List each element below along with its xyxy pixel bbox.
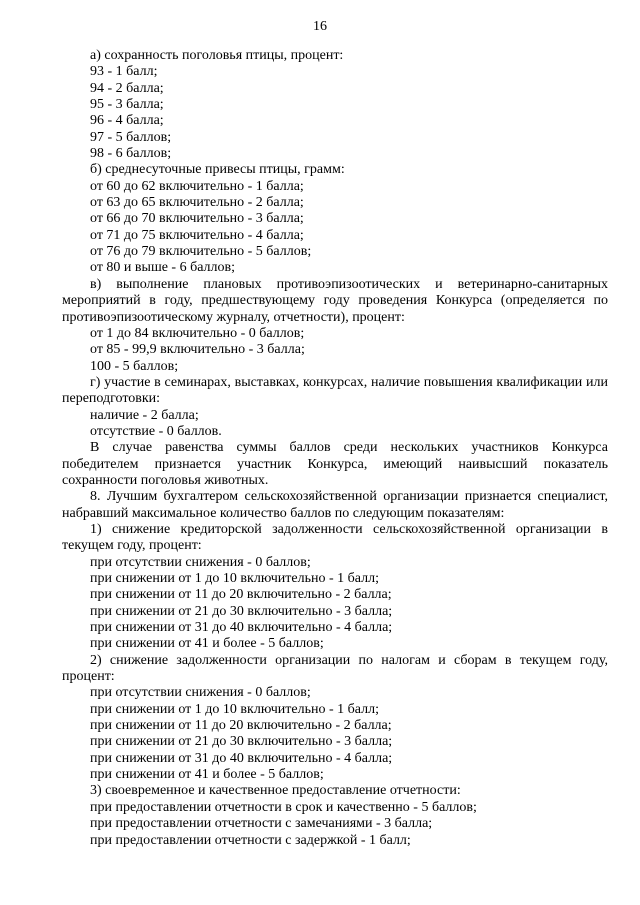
- text-line: В случае равенства суммы баллов среди нескольких участников Конкурса: [90, 440, 608, 456]
- text-line: при снижении от 21 до 30 включительно - 3 балла;: [90, 603, 393, 619]
- text-line: от 85 - 99,9 включительно - 3 балла;: [90, 342, 305, 358]
- text-line: в) выполнение плановых противоэпизоотических и ветеринарно-санитарных: [90, 276, 608, 292]
- text-line: при снижении от 11 до 20 включительно - 2 балла;: [90, 718, 392, 734]
- text-line: наличие - 2 балла;: [90, 407, 199, 423]
- text-line: а) сохранность поголовья птицы, процент:: [90, 48, 344, 63]
- text-line: от 60 до 62 включительно - 1 балла;: [90, 178, 304, 194]
- text-line: 97 - 5 баллов;: [90, 129, 172, 145]
- text-line: переподготовки:: [62, 391, 161, 407]
- text-line: 95 - 3 балла;: [90, 97, 164, 113]
- text-line: процент:: [62, 669, 115, 685]
- text-line: отсутствие - 0 баллов.: [90, 423, 222, 439]
- text-line: 94 - 2 балла;: [90, 80, 164, 96]
- text-line: при снижении от 1 до 10 включительно - 1 балл;: [90, 571, 379, 586]
- text-line: г) участие в семинарах, выставках, конкурсах, наличие повышения квалификации или: [90, 374, 608, 390]
- text-line: при предоставлении отчетности с замечаниями - 3 балла;: [90, 816, 433, 832]
- text-line: победителем признается участник Конкурса, имеющий наивысший показатель: [62, 456, 608, 472]
- text-line: б) среднесуточные привесы птицы, грамм:: [90, 162, 345, 178]
- text-line: при предоставлении отчетности с задержкой - 1 балл;: [90, 832, 411, 848]
- text-line: при отсутствии снижения - 0 баллов;: [90, 554, 311, 570]
- text-line: от 63 до 65 включительно - 2 балла;: [90, 195, 304, 211]
- text-line: при предоставлении отчетности в срок и качественно - 5 баллов;: [90, 799, 477, 815]
- text-line: при снижении от 31 до 40 включительно - 4 балла;: [90, 620, 393, 636]
- body-text: [62, 48, 608, 849]
- text-line: при снижении от 21 до 30 включительно - 3 балла;: [90, 734, 393, 750]
- text-line: при снижении от 31 до 40 включительно - 4 балла;: [90, 750, 393, 766]
- page-number: 16: [313, 19, 327, 34]
- text-line: при снижении от 1 до 10 включительно - 1 балл;: [90, 701, 379, 717]
- text-line: 96 - 4 балла;: [90, 113, 164, 129]
- text-line: 98 - 6 баллов;: [90, 146, 172, 162]
- text-line: при снижении от 41 и более - 5 баллов;: [90, 767, 324, 783]
- text-line: от 71 до 75 включительно - 4 балла;: [90, 227, 304, 243]
- text-line: при отсутствии снижения - 0 баллов;: [90, 685, 311, 701]
- text-line: противоэпизоотическому журналу, отчетности), процент:: [62, 309, 405, 325]
- text-line: текущем году, процент:: [62, 538, 202, 554]
- text-line: от 76 до 79 включительно - 5 баллов;: [90, 244, 312, 260]
- text-line: 8. Лучшим бухгалтером сельскохозяйственной организации признается специалист,: [90, 489, 608, 505]
- text-line: 2) снижение задолженности организации по налогам и сборам в текущем году,: [90, 652, 608, 668]
- text-line: набравший максимальное количество баллов по следующим показателям:: [62, 505, 505, 521]
- text-line: при снижении от 11 до 20 включительно - 2 балла;: [90, 587, 392, 603]
- text-line: мероприятий в году, предшествующему году проведения Конкурса (определяется по: [62, 293, 608, 309]
- text-line: при снижении от 41 и более - 5 баллов;: [90, 636, 324, 652]
- text-line: 93 - 1 балл;: [90, 64, 158, 80]
- text-line: от 1 до 84 включительно - 0 баллов;: [90, 325, 305, 341]
- text-line: 100 - 5 баллов;: [90, 358, 179, 374]
- text-line: 3) своевременное и качественное предоставление отчетности:: [90, 783, 461, 799]
- text-line: сохранности поголовья животных.: [62, 472, 269, 488]
- text-line: от 66 до 70 включительно - 3 балла;: [90, 211, 304, 227]
- text-line: 1) снижение кредиторской задолженности сельскохозяйственной организации в: [90, 521, 608, 537]
- text-line: от 80 и выше - 6 баллов;: [90, 260, 236, 276]
